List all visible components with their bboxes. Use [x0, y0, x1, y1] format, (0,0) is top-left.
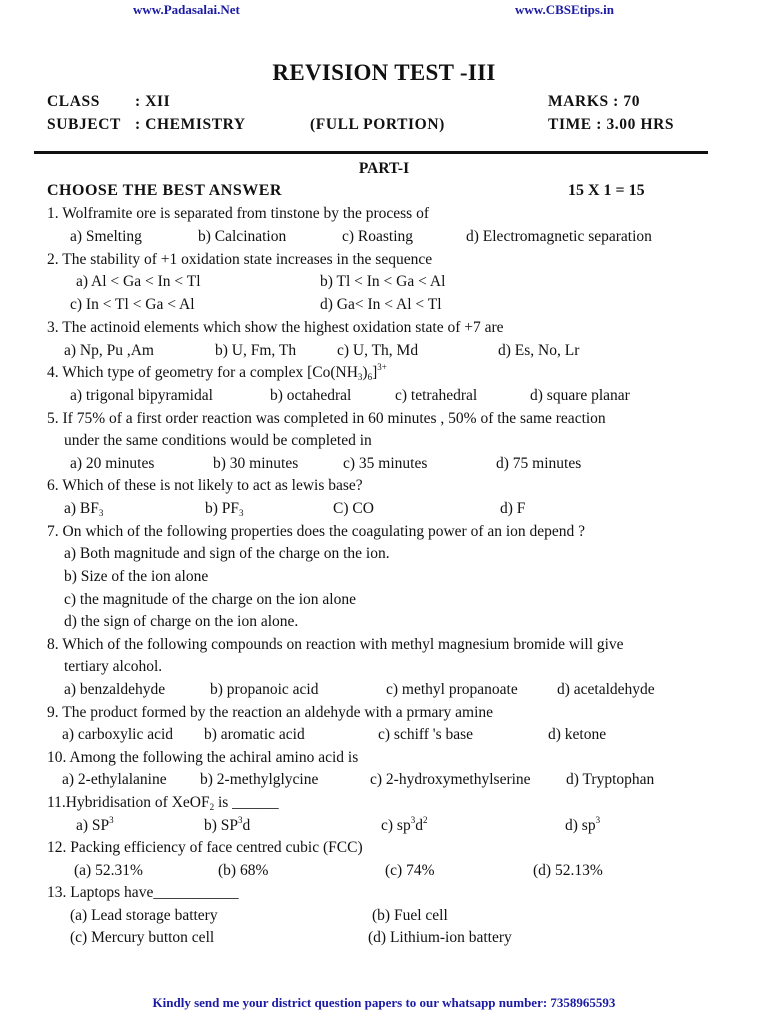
subject-value: : CHEMISTRY: [135, 116, 246, 133]
question-8: 8. Which of the following compounds on reaction with methyl magnesium bromide will give: [47, 636, 624, 653]
question-8-continued: tertiary alcohol.: [64, 658, 163, 675]
q4-option-a: a) trigonal bipyramidal: [70, 387, 213, 404]
instruction-heading: CHOOSE THE BEST ANSWER: [47, 182, 282, 199]
part-heading: PART-I: [358, 160, 410, 177]
q10-option-c: c) 2-hydroxymethylserine: [370, 771, 531, 788]
q6-option-a: a) $BF_3$: [64, 500, 104, 518]
question-4: 4. Which type of geometry for a complex $[Co(NH_3)_6]^{3+}$: [47, 362, 387, 382]
class-label: CLASS: [47, 93, 100, 110]
q12-option-a: (a) 52.31%: [74, 862, 143, 879]
q9-option-c: c) schiff 's base: [378, 726, 474, 743]
q12-option-b: (b) 68%: [218, 862, 269, 879]
question-13: 13. Laptops have___________: [47, 884, 239, 901]
page-title: REVISION TEST -III: [272, 60, 496, 85]
q13-option-c: (c) Mercury button cell: [70, 929, 215, 946]
q12-option-d: (d) 52.13%: [533, 862, 603, 879]
q2-option-b: b) Tl < In < Ga < Al: [320, 273, 446, 290]
q8-option-d: d) acetaldehyde: [557, 681, 655, 698]
q4-option-c: c) tetrahedral: [395, 387, 478, 404]
q3-option-a: a) Np, Pu ,Am: [64, 342, 154, 359]
q9-option-d: d) ketone: [548, 726, 607, 743]
q1-option-a: a) Smelting: [70, 228, 142, 245]
q5-option-d: d) 75 minutes: [496, 455, 582, 472]
question-3: 3. The actinoid elements which show the highest oxidation state of +7 are: [47, 319, 504, 336]
portion-label: (FULL PORTION): [310, 116, 445, 133]
footer-note: Kindly send me your district question papers to our whatsapp number: 7358965593: [152, 995, 616, 1010]
q6-option-c: C) CO: [333, 500, 374, 517]
q7-option-a: a) Both magnitude and sign of the charge on the ion.: [64, 545, 390, 562]
question-11: 11.Hybridisation of XeOF$_2$ is ______: [47, 794, 279, 812]
question-1: 1. Wolframite ore is separated from tinstone by the process of: [47, 205, 429, 222]
q12-option-c: (c) 74%: [385, 862, 435, 879]
q11-option-a: a) $SP^3$: [76, 815, 114, 834]
q7-option-d: d) the sign of charge on the ion alone.: [64, 613, 299, 630]
subject-label: SUBJECT: [47, 116, 121, 133]
q2-option-a: a) Al < Ga < In < Tl: [76, 273, 201, 290]
q1-option-b: b) Calcination: [198, 228, 287, 245]
question-10: 10. Among the following the achiral amino acid is: [47, 749, 359, 766]
q5-option-c: c) 35 minutes: [343, 455, 428, 472]
q11-option-c: c) $sp^3d^2$: [381, 815, 428, 834]
q11-option-b: b) $SP^3d$: [204, 815, 251, 834]
question-2: 2. The stability of +1 oxidation state increases in the sequence: [47, 251, 433, 268]
q10-option-d: d) Tryptophan: [566, 771, 655, 788]
time-label: TIME : 3.00 HRS: [548, 116, 675, 133]
question-9: 9. The product formed by the reaction an aldehyde with a prmary amine: [47, 704, 494, 721]
header-divider: [34, 151, 708, 154]
question-12: 12. Packing efficiency of face centred cubic (FCC): [47, 839, 363, 856]
q10-option-a: a) 2-ethylalanine: [62, 771, 167, 788]
q7-option-b: b) Size of the ion alone: [64, 568, 209, 585]
q1-option-c: c) Roasting: [342, 228, 414, 245]
padasalai-link[interactable]: www.Padasalai.Net: [133, 2, 240, 17]
q8-option-c: c) methyl propanoate: [386, 681, 518, 698]
q2-option-c: c) In < Tl < Ga < Al: [70, 296, 195, 313]
q3-option-d: d) Es, No, Lr: [498, 342, 580, 359]
q13-option-a: (a) Lead storage battery: [70, 907, 218, 924]
q9-option-b: b) aromatic acid: [204, 726, 305, 743]
q4-option-b: b) octahedral: [270, 387, 352, 404]
q10-option-b: b) 2-methylglycine: [200, 771, 319, 788]
marks-label: MARKS : 70: [548, 93, 641, 110]
q6-option-b: b) $PF_3$: [205, 500, 244, 518]
q5-option-a: a) 20 minutes: [70, 455, 155, 472]
q7-option-c: c) the magnitude of the charge on the ion alone: [64, 591, 356, 608]
q2-option-d: d) Ga< In < Al < Tl: [320, 296, 442, 313]
question-7: 7. On which of the following properties does the coagulating power of an ion depend ?: [47, 523, 586, 540]
q4-option-d: d) square planar: [530, 387, 630, 404]
q6-option-d: d) F: [500, 500, 526, 517]
question-5-continued: under the same conditions would be completed in: [64, 432, 372, 449]
q1-option-d: d) Electromagnetic separation: [466, 228, 652, 245]
q3-option-c: c) U, Th, Md: [337, 342, 419, 359]
question-5: 5. If 75% of a first order reaction was completed in 60 minutes , 50% of the same reaction: [47, 410, 606, 427]
q3-option-b: b) U, Fm, Th: [215, 342, 297, 359]
q13-option-d: (d) Lithium-ion battery: [368, 929, 512, 946]
q13-option-b: (b) Fuel cell: [372, 907, 448, 924]
class-value: : XII: [135, 93, 171, 110]
cbsetips-link[interactable]: www.CBSEtips.in: [515, 2, 614, 17]
q11-option-d: d) $sp^3$: [565, 815, 601, 834]
q9-option-a: a) carboxylic acid: [62, 726, 174, 743]
question-6: 6. Which of these is not likely to act as lewis base?: [47, 477, 363, 494]
q8-option-b: b) propanoic acid: [210, 681, 319, 698]
marks-allocation: 15 X 1 = 15: [568, 182, 645, 199]
q8-option-a: a) benzaldehyde: [64, 681, 166, 698]
q5-option-b: b) 30 minutes: [213, 455, 299, 472]
